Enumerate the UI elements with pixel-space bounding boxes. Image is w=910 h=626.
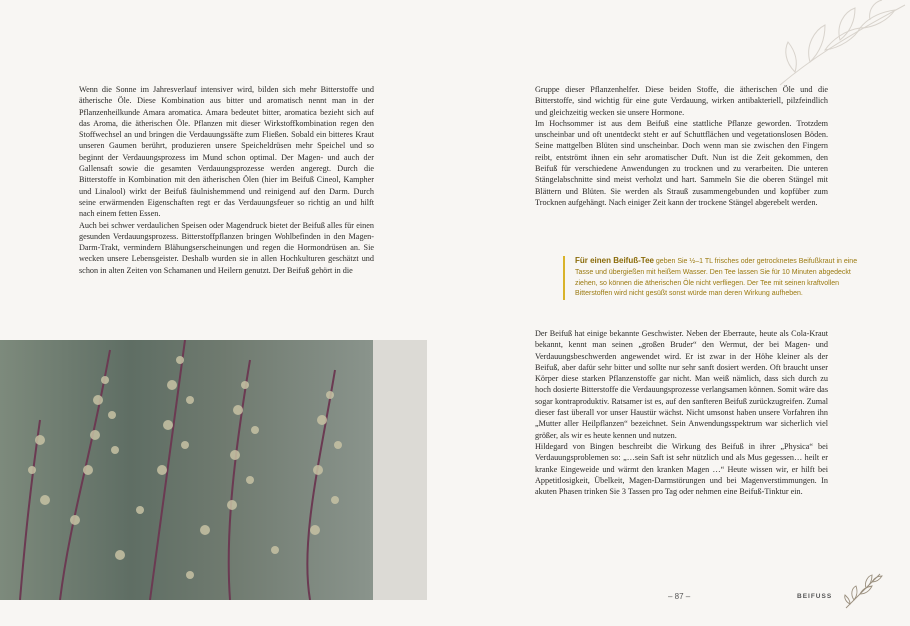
right-text-column-top — [535, 84, 828, 208]
paragraph: Auch bei schwer verdaulichen Speisen oder Magendruck bietet der Beifuß alles für einen gesunden Verdauungsprozess. Bitterstoffpflanzen bringen Wohlbefinden in den Magen-Darm-Trakt, vermindern Blähungserscheinungen und regen die Hormondrüsen an. Sie wecken unsere Lebensgeister. Deshalb wurden sie in allen Hochkulturen geschätzt und schon in alten Zeiten von Schamanen und Heilern genutzt. Der Beifuß gehört in die — [79, 220, 374, 275]
right-text-column-bottom — [535, 328, 828, 497]
paragraph: Hildegard von Bingen beschreibt die Wirkung des Beifuß in ihrer „Physica“ bei Verdauungsproblemen so: „…sein Saft ist sehr nützlich und als Mus gegessen… heilt er kranke Eingeweide und wärmt den kranken Magen …“ Heute wissen wir, er hilft bei Appetitlosigkeit, Übelkeit, Magen-Darmstörungen und bei Magenverstimmungen. In akuten Phasen trinken Sie 3 Tassen pro Tag oder nehmen eine Beifuß-Tinktur ein. — [535, 441, 828, 497]
paragraph: Der Beifuß hat einige bekannte Geschwister. Neben der Eberraute, heute als Cola-Kraut bekannt, kennt man seinen „großen Bruder“ den Wermut, der bei Magen- und Verdauungsbeschwerden angewendet wird. Er ist zwar in der Höhe kleiner als der Beifuß, aber dafür sehr bitter und sollte nur sehr sanft dosiert werden. Oft braucht unser Körper diese starken Pflanzenstoffe gar nicht. Man weiß nämlich, dass sich durch zu hoch dosierte Bitterstoffe die Verdauungsprozesse verlangsamen können. Somit wäre das sogar kontraproduktiv. Ratsamer ist es, auf den sanfteren Beifuß zurückzugreifen. Zumal dieser fast überall vor unser Haustür wächst. Nicht umsonst haben unsere Vorfahren ihn „Mutter aller Heilpflanzen“ bezeichnet. Sein Anwendungsspektrum war sicherlich viel größer, als wir es heute kennen und nutzen. — [535, 329, 828, 440]
paragraph: Wenn die Sonne im Jahresverlauf intensiver wird, bilden sich mehr Bitterstoffe und ätherische Öle. Diese Kombination aus bitter und aromatisch nennt man in der Pflanzenheilkunde Amara aromatica. Amara bedeutet bitter, aromatica bezieht sich auf das Aroma, die ätherischen Öle. Pflanzen mit dieser Wirkstoffkombination regen den Stoffwechsel an und bringen die Verdauungssäfte zum Fließen. Sobald ein bitteres Kraut unseren Gaumen berührt, produzieren unsere Speicheldrüsen mehr Speichel und so beginnt der Verdauungsprozess im Mund schon optimal. Der Magen- und auch der Gallensaft sowie die gesamten Verdauungsprozesse werden angeregt. Durch die Bitterstoffe in Kombination mit den ätherischen Ölen (hier im Beifuß Cineol, Kampher und Linalool) wirkt der Beifuß fäulnishemmend und reinigend auf den Darm. Durch seine erwärmenden Eigenschaften regt er das Verdauungsfeuer so richtig an und hilft nach einem fetten Essen. — [79, 85, 374, 219]
mugwort-photo — [0, 340, 373, 600]
herb-sprig-icon — [842, 570, 884, 610]
tip-text: geben Sie ½–1 TL frisches oder getrocknetes Beifußkraut in eine Tasse und übergießen mit heißem Wasser. Den Tee lassen Sie für 10 Minuten abgedeckt ziehen, so können die ätherischen Öle nicht verfliegen. Der Tee mit seinen kraftvollen Bitterstoffen wird nicht gesüßt sonst würde man deren Wirkung aufheben. — [575, 258, 858, 298]
section-label: BEIFUSS — [797, 593, 833, 600]
tip-highlight: Für einen Beifuß-Tee — [575, 256, 654, 265]
left-text-column — [79, 84, 374, 276]
photo-margin-strip — [373, 340, 427, 600]
page-number: – 87 – — [668, 592, 691, 601]
leaf-ornament-icon — [770, 0, 910, 90]
paragraph: Gruppe dieser Pflanzenhelfer. Diese beiden Stoffe, die ätherischen Öle und die Bitterstoffe, sind wichtig für eine gute Verdauung, wirken antibakteriell, pilzfeindlich und gleichzeitig wecken sie unsere Hormone. — [535, 85, 828, 117]
paragraph: Im Hochsommer ist aus dem Beifuß eine stattliche Pflanze geworden. Trotzdem unscheinbar und oft unentdeckt steht er auf Schuttflächen und vegetationslosen Böden. Seine mattgelben Blüten sind unscheinbar. Doch wenn man sie zwischen den Fingern reibt, entströmt ihnen ein sehr aromatischer Duft. Nun ist die Zeit gekommen, den Beifuß für verschiedene Anwendungen zu trocknen und zu verarbeiten. Die unteren Stängelabschnitte sind meist verholzt und hart. Sammeln Sie die oberen Stängel mit Blättern und Blüten. Sie werden als Strauß zusammengebunden und kopfüber zum Trocknen aufgehängt. Nach einiger Zeit kann der trockene Stängel abgerebelt werden. — [535, 118, 828, 207]
tea-tip-box — [563, 256, 870, 300]
